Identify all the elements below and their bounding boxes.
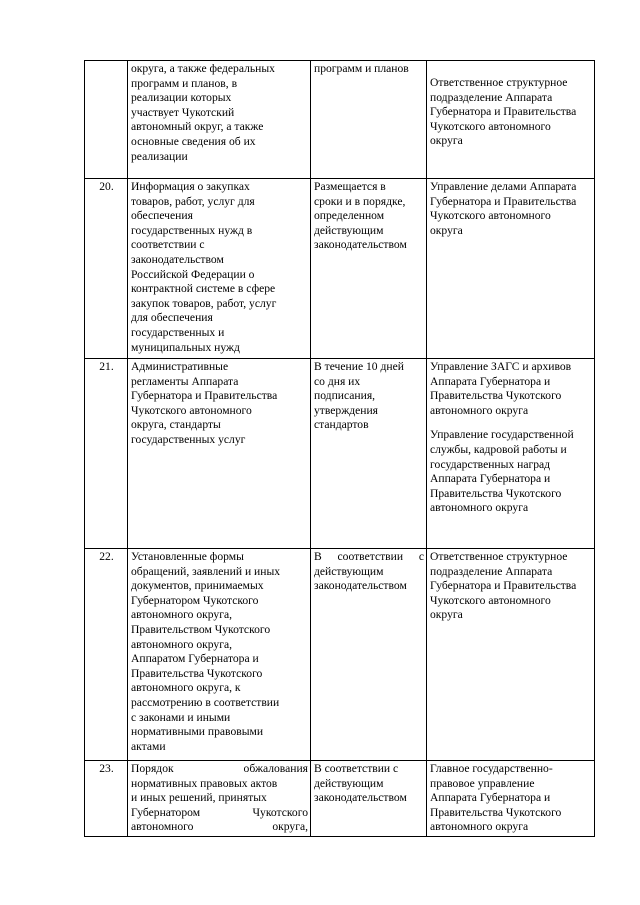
responsible-unit: Ответственное структурное подразделение Аппарата Губернатора и Правительства Чукотского автономного округа bbox=[427, 61, 595, 179]
row-number: 23. bbox=[85, 761, 128, 837]
row-number bbox=[85, 61, 128, 179]
table-row bbox=[85, 359, 595, 549]
disclosure-table bbox=[84, 60, 595, 837]
table-row bbox=[85, 179, 595, 359]
table-row bbox=[85, 761, 595, 837]
publication-period: В течение 10 дней со дня их подписания, утверждения стандартов bbox=[311, 359, 427, 549]
table-row bbox=[85, 549, 595, 761]
info-description: Административные регламенты Аппарата Губернатора и Правительства Чукотского автономного округа, стандарты государственных услуг bbox=[128, 359, 311, 549]
info-description: Информация о закупках товаров, работ, услуг для обеспечения государственных нужд в соответствии с законодательством Российской Федерации о контрактной системе в сфере закупок товаров, работ, услуг для обеспечения государственных и муниципальных нужд bbox=[128, 179, 311, 359]
table-row bbox=[85, 61, 595, 179]
publication-period: В соответствии с действующим законодательством bbox=[311, 761, 427, 837]
row-number: 22. bbox=[85, 549, 128, 761]
publication-period: В соответствии с действующим законодательством bbox=[311, 549, 427, 761]
info-description: Порядок обжалования нормативных правовых актов и иных решений, принятых Губернатором Чукотского автономного округа, bbox=[128, 761, 311, 837]
publication-period: программ и планов bbox=[311, 61, 427, 179]
row-number: 21. bbox=[85, 359, 128, 549]
info-description: Установленные формы обращений, заявлений и иных документов, принимаемых Губернатором Чукотского автономного округа, Правительством Чукотского автономного округа, Аппаратом Губернатора и Правительства Чукотского автономного округа, к рассмотрению в соответствии с законами и иными нормативными правовыми актами bbox=[128, 549, 311, 761]
info-description: округа, а также федеральных программ и планов, в реализации которых участвует Чукотский автономный округ, а также основные сведения об их реализации bbox=[128, 61, 311, 179]
row-number: 20. bbox=[85, 179, 128, 359]
responsible-unit: Ответственное структурное подразделение Аппарата Губернатора и Правительства Чукотского автономного округа bbox=[427, 549, 595, 761]
responsible-unit: Управление делами Аппарата Губернатора и Правительства Чукотского автономного округа bbox=[427, 179, 595, 359]
responsible-unit: Главное государственно- правовое управление Аппарата Губернатора и Правительства Чукотского автономного округа bbox=[427, 761, 595, 837]
publication-period: Размещается в сроки и в порядке, определенном действующим законодательством bbox=[311, 179, 427, 359]
responsible-unit: Управление ЗАГС и архивов Аппарата Губернатора и Правительства Чукотского автономного округа Управление государственной службы, кадровой работы и государственных наград Аппарата Губернатора и Правительства Чукотского автономного округа bbox=[427, 359, 595, 549]
